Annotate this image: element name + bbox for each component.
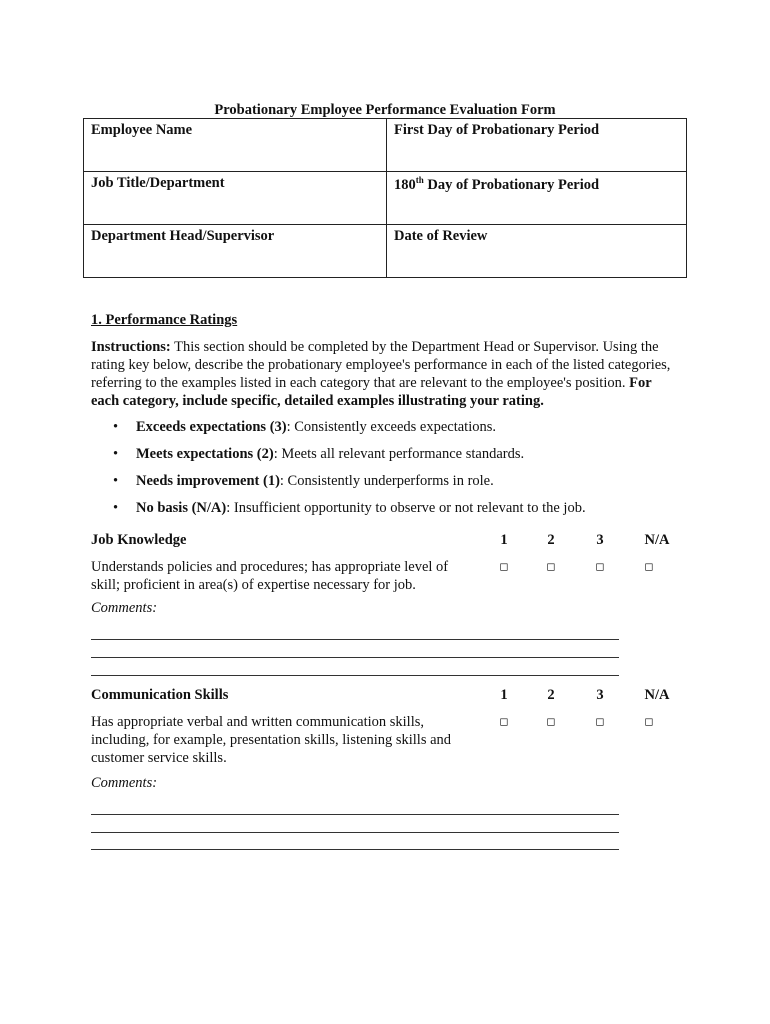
bullet-icon: • — [113, 500, 119, 516]
day-180-field[interactable] — [387, 172, 687, 225]
rating-column-na: N/A — [644, 532, 670, 548]
instructions-label: Instructions: — [91, 339, 171, 355]
day-180-label: 180th Day of Probationary Period — [394, 175, 600, 193]
category-communication-skills — [91, 687, 681, 857]
comment-line[interactable] — [91, 675, 619, 676]
category-title: Communication Skills — [91, 687, 229, 703]
rating-checkbox-3[interactable]: ◻ — [595, 716, 605, 728]
category-description: Has appropriate verbal and written communication skills, including, for example, presentation skills, listening skills and customer service skills. — [91, 714, 452, 766]
rating-column-2: 2 — [547, 687, 555, 703]
category-job-knowledge — [91, 532, 681, 682]
instructions-emphasis: For each category, include specific, detailed examples illustrating your rating. — [91, 375, 652, 409]
rating-checkbox-2[interactable]: ◻ — [546, 561, 556, 573]
employee-info-table — [83, 118, 687, 278]
rating-checkbox-1[interactable]: ◻ — [499, 716, 509, 728]
first-day-field[interactable] — [387, 119, 687, 172]
rating-checkbox-1[interactable]: ◻ — [499, 561, 509, 573]
first-day-label: First Day of Probationary Period — [394, 122, 600, 138]
date-of-review-field[interactable] — [387, 225, 687, 278]
rating-column-3: 3 — [596, 532, 604, 548]
rating-checkbox-3[interactable]: ◻ — [595, 561, 605, 573]
rating-key-item: • Meets expectations (2): Meets all relevant performance standards. — [113, 446, 525, 462]
form-title: Probationary Employee Performance Evaluation Form — [214, 102, 556, 118]
job-title-field[interactable] — [84, 172, 387, 225]
rating-column-1: 1 — [500, 532, 508, 548]
rating-column-2: 2 — [547, 532, 555, 548]
bullet-icon: • — [113, 473, 119, 489]
instructions-text: This section should be completed by the Department Head or Supervisor. Using the rating key below, describe the probationary employee's performance in each of the listed categories, referring to the examples listed in each category that are relevant to the employee's position. — [91, 339, 671, 391]
bullet-icon: • — [113, 419, 119, 435]
rating-key-item: • No basis (N/A): Insufficient opportunity to observe or not relevant to the job. — [113, 500, 586, 516]
comments-label: Comments: — [91, 775, 158, 791]
supervisor-field[interactable] — [84, 225, 387, 278]
rating-checkbox-na[interactable]: ◻ — [644, 561, 654, 573]
section-heading: 1. Performance Ratings — [91, 312, 238, 328]
employee-name-field[interactable] — [84, 119, 387, 172]
rating-column-na: N/A — [644, 687, 670, 703]
supervisor-label: Department Head/Supervisor — [91, 228, 275, 244]
comment-line[interactable] — [91, 832, 619, 833]
category-title: Job Knowledge — [91, 532, 187, 548]
comments-label: Comments: — [91, 600, 158, 616]
rating-key-list — [91, 418, 671, 526]
comment-line[interactable] — [91, 639, 619, 640]
comment-line[interactable] — [91, 849, 619, 850]
date-of-review-label: Date of Review — [394, 228, 488, 244]
rating-column-1: 1 — [500, 687, 508, 703]
rating-key-item: • Exceeds expectations (3): Consistently exceeds expectations. — [113, 419, 497, 435]
rating-column-3: 3 — [596, 687, 604, 703]
rating-checkbox-na[interactable]: ◻ — [644, 716, 654, 728]
instructions-paragraph — [91, 338, 671, 410]
employee-name-label: Employee Name — [91, 122, 193, 138]
rating-checkbox-2[interactable]: ◻ — [546, 716, 556, 728]
comment-line[interactable] — [91, 657, 619, 658]
comment-line[interactable] — [91, 814, 619, 815]
bullet-icon: • — [113, 446, 119, 462]
job-title-label: Job Title/Department — [91, 175, 225, 191]
rating-key-item: • Needs improvement (1): Consistently underperforms in role. — [113, 473, 494, 489]
category-description: Understands policies and procedures; has appropriate level of skill; proficient in area(s) of expertise necessary for job. — [91, 559, 449, 593]
